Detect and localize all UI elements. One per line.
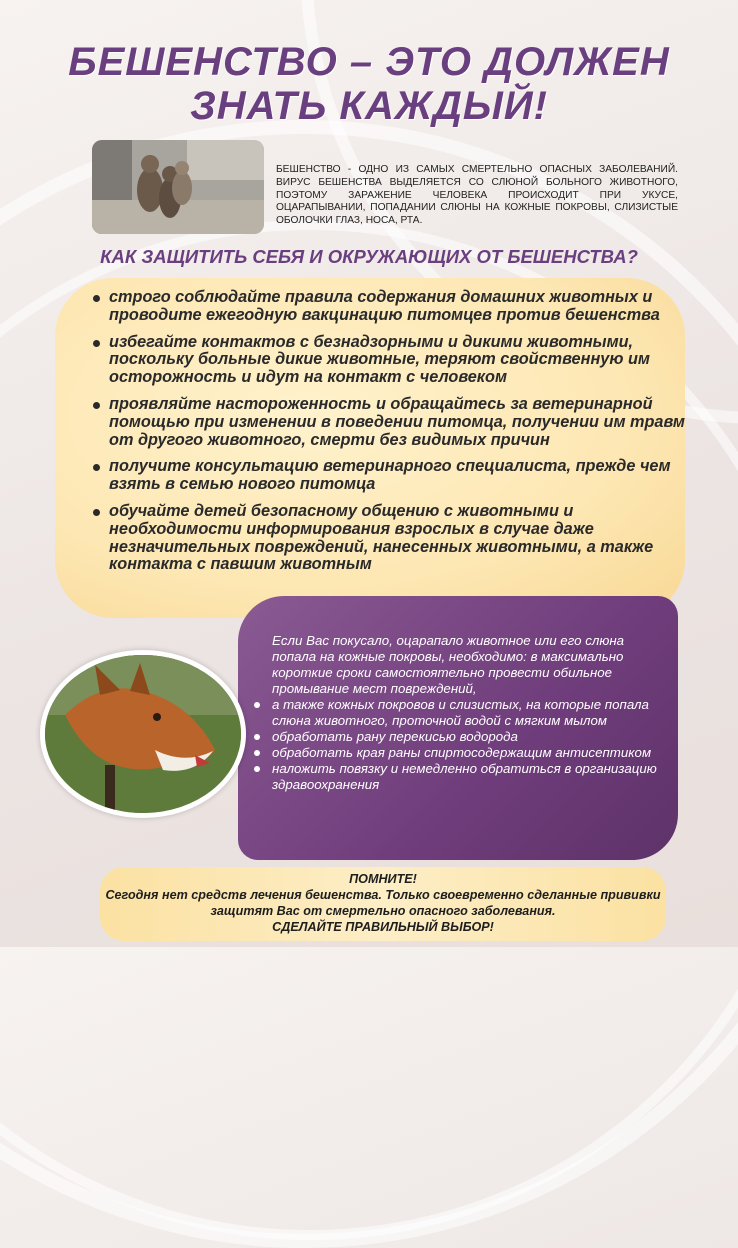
poster-title: [0, 40, 738, 128]
bullet-icon: [93, 340, 100, 347]
bullet-icon: [93, 464, 100, 471]
remember-text: [100, 871, 666, 935]
bullet-icon: [93, 402, 100, 409]
fox-photo: [40, 650, 246, 818]
section-subtitle: КАК ЗАЩИТИТЬ СЕБЯ И ОКРУЖАЮЩИХ ОТ БЕШЕНСТВА?: [100, 246, 638, 267]
remember-cta: СДЕЛАЙТЕ ПРАВИЛЬНЫЙ ВЫБОР!: [272, 920, 494, 934]
list-item: обучайте детей безопасному общению с животными и необходимости информирования взрослых в случае даже незначительных повреждений, нанесенных животными, а также контакта с павшим животным: [93, 503, 685, 574]
first-aid-steps: [266, 697, 666, 793]
list-item: избегайте контактов с безнадзорными и дикими животными, поскольку больные дикие животные, теряют свойственную им осторожность и идут на контакт с человеком: [93, 334, 685, 387]
list-item: обработать рану перекисью водорода: [266, 729, 666, 745]
bullet-icon: [254, 734, 260, 740]
remember-heading: ПОМНИТЕ!: [349, 872, 417, 886]
remember-body: Сегодня нет средств лечения бешенства. Только своевременно сделанные прививки защитят Вас от смертельно опасного заболевания.: [105, 888, 661, 918]
list-item: проявляйте настороженность и обращайтесь за ветеринарной помощью при изменении в поведении питомца, получении им травм от другого животного, смерти без видимых причин: [93, 396, 685, 449]
bullet-icon: [93, 509, 100, 516]
first-aid-text: [266, 633, 666, 793]
title-line-1: БЕШЕНСТВО – ЭТО ДОЛЖЕН: [68, 40, 670, 84]
list-item: строго соблюдайте правила содержания домашних животных и проводите ежегодную вакцинацию питомцев против бешенства: [93, 289, 685, 325]
bullet-icon: [254, 702, 260, 708]
kittens-photo: [92, 140, 264, 234]
first-aid-intro: Если Вас покусало, оцарапало животное или его слюна попала на кожные покровы, необходимо: в максимально короткие сроки самостоятельно провести обильное промывание мест повреждений,: [272, 633, 625, 696]
prevention-list: [93, 289, 685, 583]
list-item: обработать края раны спиртосодержащим антисептиком: [266, 745, 666, 761]
list-item: а также кожных покровов и слизистых, на которые попала слюна животного, проточной водой с мягким мылом: [266, 697, 666, 729]
list-item: получите консультацию ветеринарного специалиста, прежде чем взять в семью нового питомца: [93, 458, 685, 494]
title-line-2: ЗНАТЬ КАЖДЫЙ!: [190, 84, 548, 128]
bullet-icon: [93, 295, 100, 302]
intro-text: БЕШЕНСТВО - ОДНО ИЗ САМЫХ СМЕРТЕЛЬНО ОПАСНЫХ ЗАБОЛЕВАНИЙ. ВИРУС БЕШЕНСТВА ВЫДЕЛЯЕТСЯ СО СЛЮНОЙ БОЛЬНОГО ЖИВОТНОГО, ПОЭТОМУ ЗАРАЖЕНИЕ ЧЕЛОВЕКА ПРОИСХОДИТ ПРИ УКУСЕ, ОЦАРАПЫВАНИИ, ПОПАДАНИИ СЛЮНЫ НА КОЖНЫЕ ПОКРОВЫ, СЛИЗИСТЫЕ ОБОЛОЧКИ ГЛАЗ, НОСА, РТА.: [276, 164, 678, 227]
bullet-icon: [254, 750, 260, 756]
bullet-icon: [254, 766, 260, 772]
list-item: наложить повязку и немедленно обратиться в организацию здравоохранения: [266, 761, 666, 793]
